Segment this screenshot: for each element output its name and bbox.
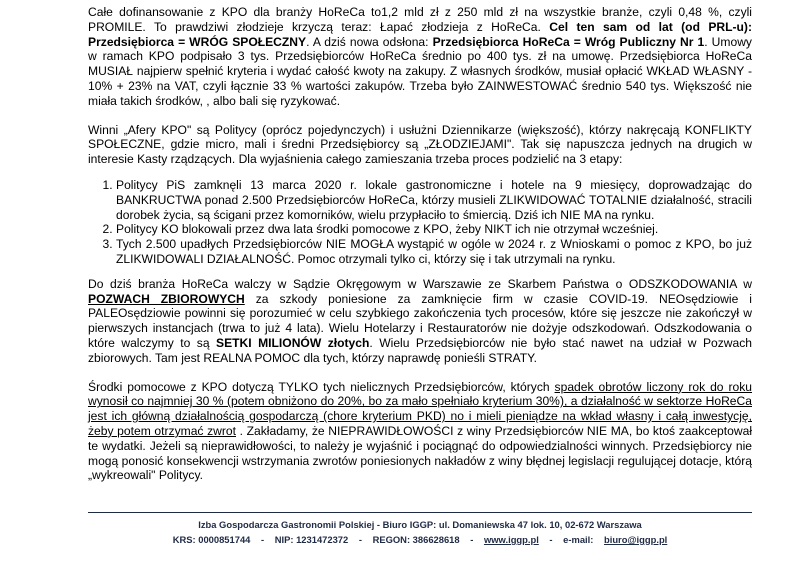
text: Do dziś branża HoReCa walczy w Sądzie Okręgowym w Warszawie ze Skarbem Państwa o ODSZKODOWANIA w [88, 276, 752, 291]
separator: - [549, 534, 553, 545]
list-item: 3. Tych 2.500 upadłych Przedsiębiorców NIE MOGŁA wystąpić w ogóle w 2024 r. z Wnioskami o pomoc z KPO, bo już ZLIKWIDOWALI DZIAŁALNOŚĆ. Pomoc otrzymali tylko ci, którzy się i tak utrzymali na rynku. [116, 237, 752, 267]
separator: - [358, 534, 362, 545]
nip-number: NIP: 1231472372 [274, 534, 349, 545]
paragraph-class-action [88, 277, 752, 366]
separator: - [470, 534, 474, 545]
text: . A dziś nowa odsłona: [306, 34, 433, 49]
list-item: 2. Politycy KO blokowali przez dwa lata środki pomocowe z KPO, żeby NIKT ich nie otrzymał wcześniej. [116, 222, 752, 237]
underlined-bold-text: POZWACH ZBIOROWYCH [88, 291, 245, 306]
footer-divider [88, 512, 752, 513]
paragraph-culprits: Winni „Afery KPO" są Politycy (oprócz pojedynczych) i usłużni Dziennikarze (większość), którzy nakręcają KONFLIKTY SPOŁECZNE, gdzie micro, mali i średni Przedsiębiorcy są „ZŁODZIEJAMI". Tak się napuszcza jednych na drugich w interesie Kasty rządzących. Dla wyjaśnienia całego zamieszania trzeba proces podzielić na 3 etapy: [88, 122, 752, 167]
stages-list [88, 178, 752, 267]
list-item: 1. Politycy PiS zamknęli 13 marca 2020 r. lokale gastronomiczne i hotele na 9 miesięcy, doprowadzając do BANKRUCTWA ponad 2.500 Przedsiębiorców HoReCa, którzy musieli ZLIKWIDOWAĆ TOTALNIE działalność, stracili dorobek życia, są ścigani przez komorników, wielu przypłaciło to śmiercią. Dziś ich NIE MA na rynku. [116, 178, 752, 222]
text: za szkody poniesione za zamknięcie firm w czasie COVID-19. NEOsędziowie i PALEOsędziowie powinni się porozumieć w celu szybkiego zakończenia tych procesów, które się jeszcze nie zakończył w pierwszych instancjach (trwa to już 4 lata). Wielu Hotelarzy i Restauratorów nie dożyje odszkodowań. Odszkodowania o które walczymy to są [88, 291, 752, 350]
underlined-text: spadek obrotów liczony rok do roku wynosił co najmniej 30 % (potem obniżono do 20%, bo za mało spełniało kryterium 30%), a działalność w sektorze HoReCa jest ich główną działalnością gospodarczą (chore kryterium PKD) no i mieli pieniądze na wkład własny i całą inwestycję, żeby potem otrzymać zwrot [88, 379, 752, 438]
text: . Wielu Przedsiębiorców nie było stać nawet na udział w Pozwach zbiorowych. Tam jest REALNA POMOC dla tych, którzy naprawdę ponieśli STRATY. [88, 335, 753, 365]
email-link[interactable]: biuro@iggp.pl [603, 534, 668, 545]
text: . Umowy w ramach KPO podpisało 3 tys. Przedsiębiorców HoReCa średnio po 400 tys. zł na umowę. Przedsiębiorca HoReCa MUSIAŁ najpierw spełnić kryteria i wydać całość kwoty na zakupy. Z własnych środków, musiał opłacić WKŁAD WŁASNY - 10% + 23% na VAT, czyli łącznie 33 % wartości zakupów. Trzeba było ZAINWESTOWAĆ średnio 540 tys. Większość nie miała takich środków, , albo bali się ryzykować. [88, 34, 752, 108]
text: Środki pomocowe z KPO dotyczą TYLKO tych nielicznych Przedsiębiorców, których [88, 379, 555, 394]
paragraph-kpo-funding [88, 5, 752, 109]
bold-text: Przedsiębiorca HoReCa = Wróg Publiczny Nr 1 [432, 34, 705, 49]
text: . Zakładamy, że NIEPRAWIDŁOWOŚCI z winy Przedsiębiorców NIE MA, bo ktoś zaakceptował te wydatki. Jeżeli są nieprawidłowości, to należy je wyjaśnić i pociągnąć do odpowiedzialności winnych. Przedsiębiorcy nie mogą ponosić konsekwencji wstrzymania zwrotów poniesionych nakładów z winy błędnej legislacji regulującej dotacje, którą „wykreowali" Politycy. [88, 423, 753, 483]
text: Całe dofinansowanie z KPO dla branży HoReCa to1,2 mld zł z 250 mld zł na wszystkie branże, czyli 0,48 %, czyli PROMILE. To prawdziwi złodzieje krzyczą teraz: Łapać złodzieja z HoReCa. [88, 5, 752, 34]
website-link[interactable]: www.iggp.pl [483, 534, 539, 545]
footer-address: Izba Gospodarcza Gastronomii Polskiej - Biuro IGGP: ul. Domaniewska 47 lok. 10, 02-672 Warszawa [198, 519, 642, 530]
document-body [88, 5, 752, 483]
bold-text: Cel ten sam od lat (od PRL-u): Przedsiębiorca = WRÓG SPOŁECZNY [88, 19, 752, 49]
paragraph-kpo-criteria [88, 380, 752, 484]
regon-number: REGON: 386628618 [372, 534, 460, 545]
bold-text: SETKI MILIONÓW złotych [216, 335, 370, 350]
krs-number: KRS: 0000851744 [172, 534, 251, 545]
separator: - [261, 534, 265, 545]
email-label: e-mail: [563, 534, 594, 545]
footer-contacts [88, 534, 752, 545]
